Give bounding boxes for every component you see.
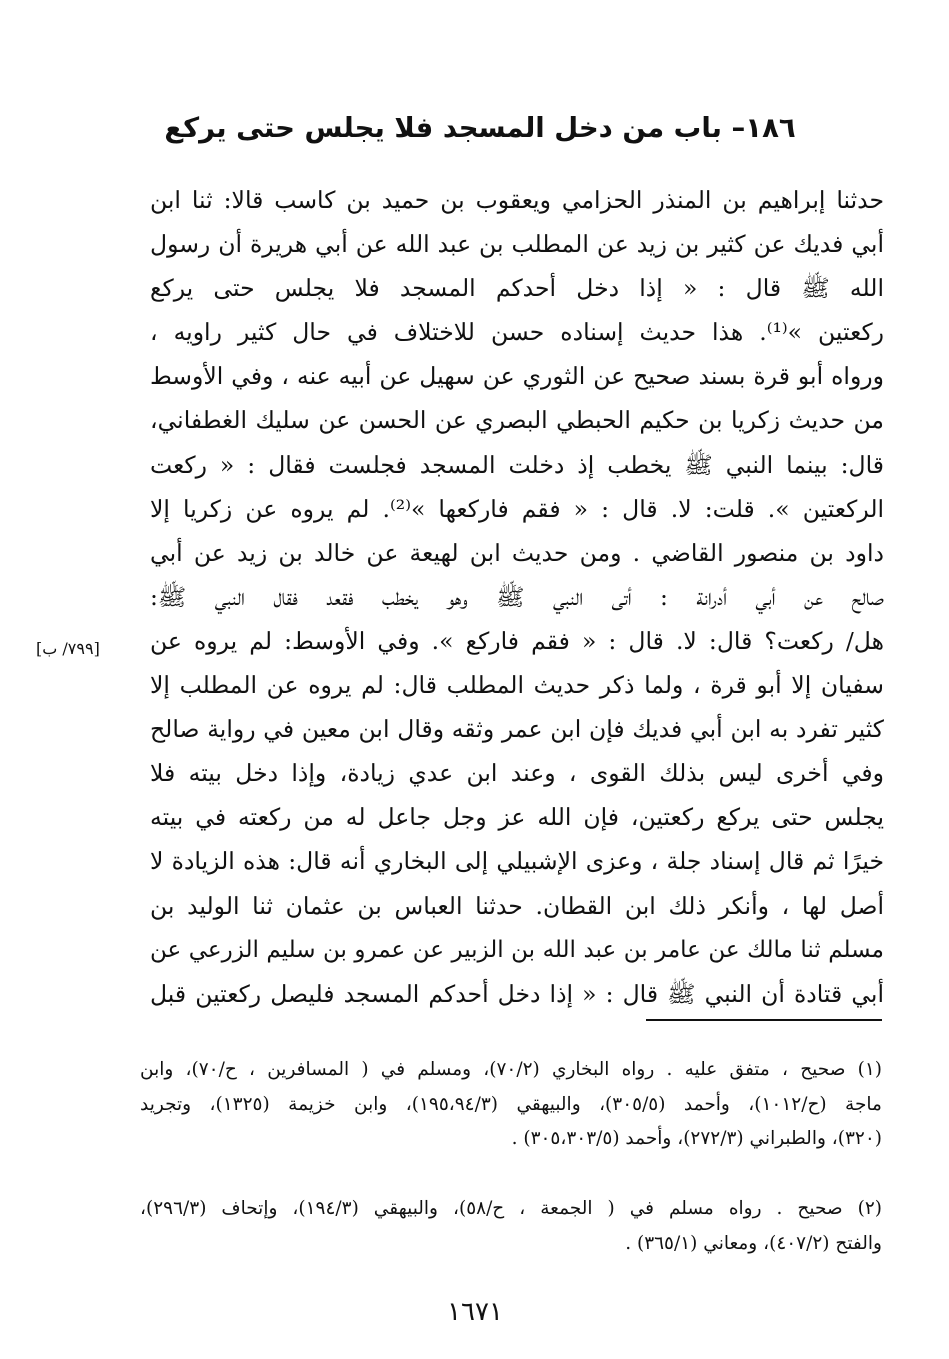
page-number: ١٦٧١ (447, 1297, 503, 1327)
footnote-separator (646, 1019, 882, 1021)
body-line: يجلس حتى يركع ركعتين، فإن الله عز وجل جاعل له من ركعته في بيته (150, 803, 884, 832)
body-line: الركعتين ». قلت: لا. قال : « فقم فاركعها »⁽²⁾. لم يروه عن زكريا إلا (150, 494, 884, 523)
body-line: داود بن منصور القاضي . ومن حديث ابن لهيعة عن خالد بن زيد عن أبي (150, 538, 884, 567)
body-line: حدثنا إبراهيم بن المنذر الحزامي ويعقوب بن حميد بن كاسب قالا: ثنا ابن (150, 186, 884, 214)
body-text (150, 178, 884, 1016)
footnote-line: (٣٢٠)، والطبراني (٢٧٢/٣)، وأحمد (٣٠٥،٣٠٣/٥) . (511, 1128, 882, 1149)
body-line: خيرًا ثم قال إسناد جلة ، وعزى الإشبيلي إلى البخاري أنه قال: هذه الزيادة لا (150, 847, 884, 876)
footnote-line: (٢) صحيح . رواه مسلم في ( الجمعة ، ح/٥٨)، والبيهقي (١٩٤/٣)، وإتحاف (٢٩٦/٣)، (140, 1198, 882, 1219)
body-line: صالح عن أبي أدرانة : أتى النبي ﷺ وهو يخطب فقعد فقال النبي ﷺ: (150, 582, 884, 611)
body-line: أصل لها ، وأنكر ذلك ابن القطان. حدثنا العباس بن عثمان ثنا الوليد بن (150, 891, 884, 920)
body-line: قال: بينما النبي ﷺ يخطب إذ دخلت المسجد فجلست فقال : « ركعت (150, 450, 884, 479)
body-line: هل/ ركعت؟ قال: لا. قال : « فقم فاركع ». وفي الأوسط: لم يروه عن (150, 626, 884, 655)
body-line: أبي فديك عن كثير بن زيد عن المطلب بن عبد الله عن أبي هريرة أن رسول (150, 230, 884, 259)
footnote-line: والفتح (٤٠٧/٢)، ومعاني (٣٦٥/١) . (625, 1232, 882, 1254)
body-line: وفي أخرى ليس بذلك القوى ، وعند ابن عدي زيادة، وإذا دخل بيته فلا (150, 759, 884, 788)
body-line: ركعتين »⁽¹⁾. هذا حديث إسناده حسن للاختلاف في حال كثير راويه ، (150, 318, 884, 347)
manuscript-folio-marker: [٧٩٩/ ب] (36, 639, 100, 658)
body-line: من حديث زكريا بن حكيم الحبطي البصري عن الحسن عن سليك الغطفاني، (150, 406, 884, 435)
body-line: كثير تفرد به ابن أبي فديك فإن ابن عمر وثقه وقال ابن معين في رواية صالح (150, 715, 884, 744)
body-line: الله ﷺ قال : « إذا دخل أحدكم المسجد فلا يجلس حتى يركع (150, 274, 884, 303)
body-line: ورواه أبو قرة بسند صحيح عن الثوري عن سهيل عن أبيه عنه ، وفي الأوسط (150, 362, 884, 391)
footnote-line: ماجة (ح/١٠١٢)، وأحمد (٣٠٥/٥)، والبيهقي (١٩٥،٩٤/٣)، وابن خزيمة (١٣٢٥)، وتجريد (140, 1093, 882, 1115)
footnote-2 (140, 1192, 882, 1261)
footnote-line: (١) صحيح ، متفق عليه . رواه البخاري (٧٠/٢)، ومسلم في ( المسافرين ، ح/٧٠)، وابن (140, 1059, 882, 1080)
chapter-title: ١٨٦– باب من دخل المسجد فلا يجلس حتى يركع (164, 112, 796, 144)
footnote-1 (140, 1053, 882, 1157)
body-line: أبي قتادة أن النبي ﷺ قال : « إذا دخل أحدكم المسجد فليصل ركعتين قبل (150, 979, 884, 1008)
body-line: سفيان إلا أبو قرة ، ولما ذكر حديث المطلب قال: لم يروه عن المطلب إلا (150, 671, 884, 700)
body-line: مسلم ثنا مالك عن عامر بن عبد الله بن الزبير عن عمرو بن سليم الزرعي عن (150, 936, 884, 963)
